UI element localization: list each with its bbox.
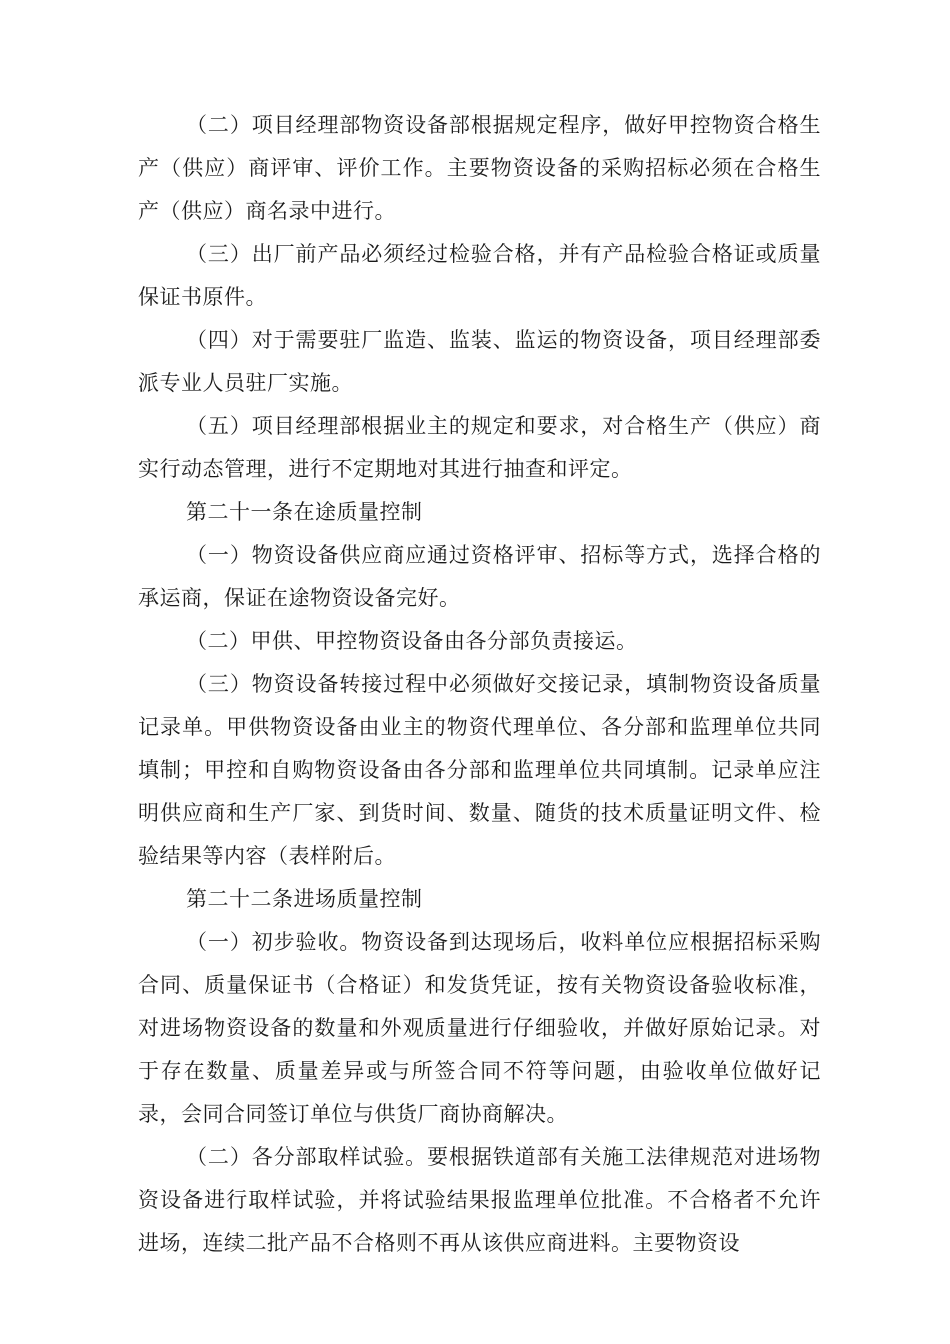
paragraph-carrier-selection: （一）物资设备供应商应通过资格评审、招标等方式，选择合格的承运商，保证在途物资设备完好。 (138, 543, 821, 610)
paragraph-handover-records: （三）物资设备转接过程中必须做好交接记录，填制物资设备质量记录单。甲供物资设备由业主的物资代理单位、各分部和监理单位共同填制；甲控和自购物资设备由各分部和监理单位共同填制。记录单应注明供应商和生产厂家、到货时间、数量、随货的技术质量证明文件、检验结果等内容（表样附后。 (138, 672, 821, 868)
paragraph-supplier-evaluation: （二）项目经理部物资设备部根据规定程序，做好甲控物资合格生产（供应）商评审、评价工作。主要物资设备的采购招标必须在合格生产（供应）商名录中进行。 (138, 113, 821, 223)
paragraph-factory-inspection: （三）出厂前产品必须经过检验合格，并有产品检验合格证或质量保证书原件。 (138, 242, 821, 309)
paragraph-preliminary-acceptance: （一）初步验收。物资设备到达现场后，收料单位应根据招标采购合同、质量保证书（合格证）和发货凭证，按有关物资设备验收标准，对进场物资设备的数量和外观质量进行仔细验收，并做好原始记录。对于存在数量、质量差异或与所签合同不符等问题，由验收单位做好记录，会同合同签订单位与供货厂商协商解决。 (138, 930, 821, 1126)
paragraph-sampling-test: （二）各分部取样试验。要根据铁道部有关施工法律规范对进场物资设备进行取样试验，并将试验结果报监理单位批准。不合格者不允许进场，连续二批产品不合格则不再从该供应商进料。主要物资设 (138, 1145, 821, 1255)
document-body (138, 104, 821, 1265)
article-21-heading: 第二十一条在途质量控制 (186, 500, 423, 524)
paragraph-on-site-supervision: （四）对于需要驻厂监造、监装、监运的物资设备，项目经理部委派专业人员驻厂实施。 (138, 328, 821, 395)
paragraph-receiving-transport: （二）甲供、甲控物资设备由各分部负责接运。 (186, 629, 638, 653)
article-22-heading: 第二十二条进场质量控制 (186, 887, 423, 911)
paragraph-dynamic-management: （五）项目经理部根据业主的规定和要求，对合格生产（供应）商实行动态管理，进行不定期地对其进行抽查和评定。 (138, 414, 821, 481)
